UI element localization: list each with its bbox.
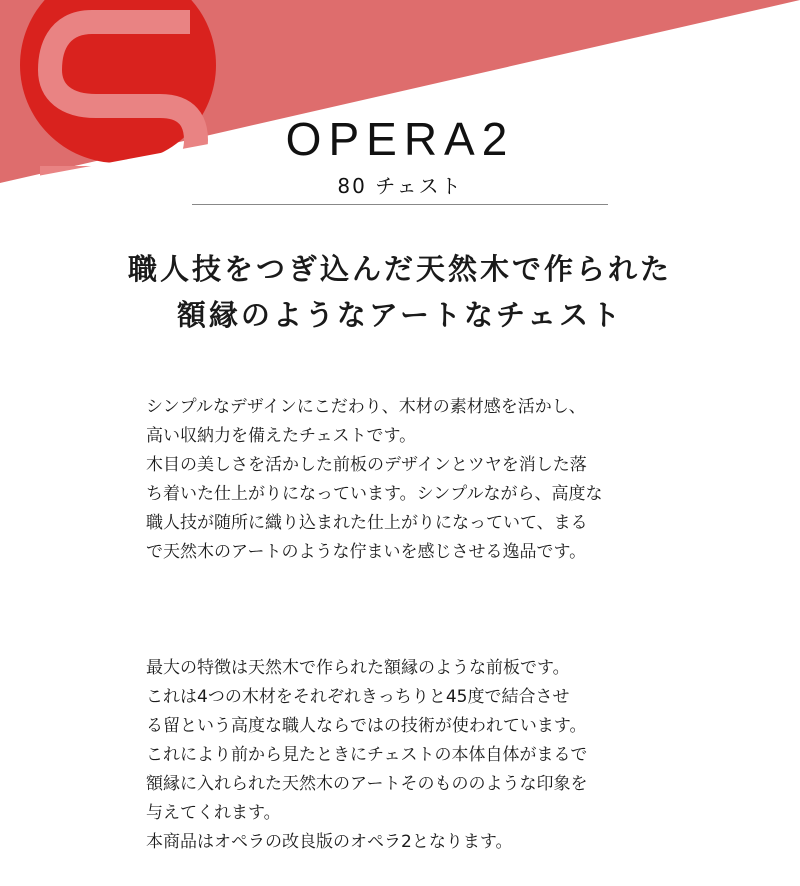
text-line: 最大の特徴は天然木で作られた額縁のような前板です。 xyxy=(146,658,570,678)
text-line: 木目の美しさを活かした前板のデザインとツヤを消した落 xyxy=(146,455,587,475)
text-line: 高い収納力を備えたチェストです。 xyxy=(146,426,417,446)
text-line: で天然木のアートのような佇まいを感じさせる逸品です。 xyxy=(146,542,587,562)
text-line: る留という高度な職人ならではの技術が使われています。 xyxy=(146,716,587,736)
text-line: シンプルなデザインにこだわり、木材の素材感を活かし、 xyxy=(146,397,586,417)
text-line: 与えてくれます。 xyxy=(146,803,281,823)
text-line: 額縁に入れられた天然木のアートそのもののような印象を xyxy=(146,774,588,794)
product-title: OPERA2 xyxy=(285,113,515,165)
text-line: ち着いた仕上がりになっています。シンプルながら、高度な xyxy=(146,484,603,504)
product-subtitle: 80 チェスト xyxy=(337,174,463,198)
description xyxy=(146,364,666,886)
headline-line: 額縁のようなアートなチェスト xyxy=(176,298,624,332)
text-line: これは4つの木材をそれぞれきっちりと45度で結合させ xyxy=(146,687,570,707)
text-line: 本商品はオペラの改良版のオペラ2となります。 xyxy=(146,832,513,852)
title-divider xyxy=(192,204,608,205)
headline-line: 職人技をつぎ込んだ天然木で作られた xyxy=(127,252,672,286)
paragraph-spacer xyxy=(146,596,666,625)
headline xyxy=(0,246,800,338)
text-line: 職人技が随所に織り込まれた仕上がりになっていて、まる xyxy=(146,513,588,533)
text-line: これにより前から見たときにチェストの本体自体がまるで xyxy=(146,745,588,765)
